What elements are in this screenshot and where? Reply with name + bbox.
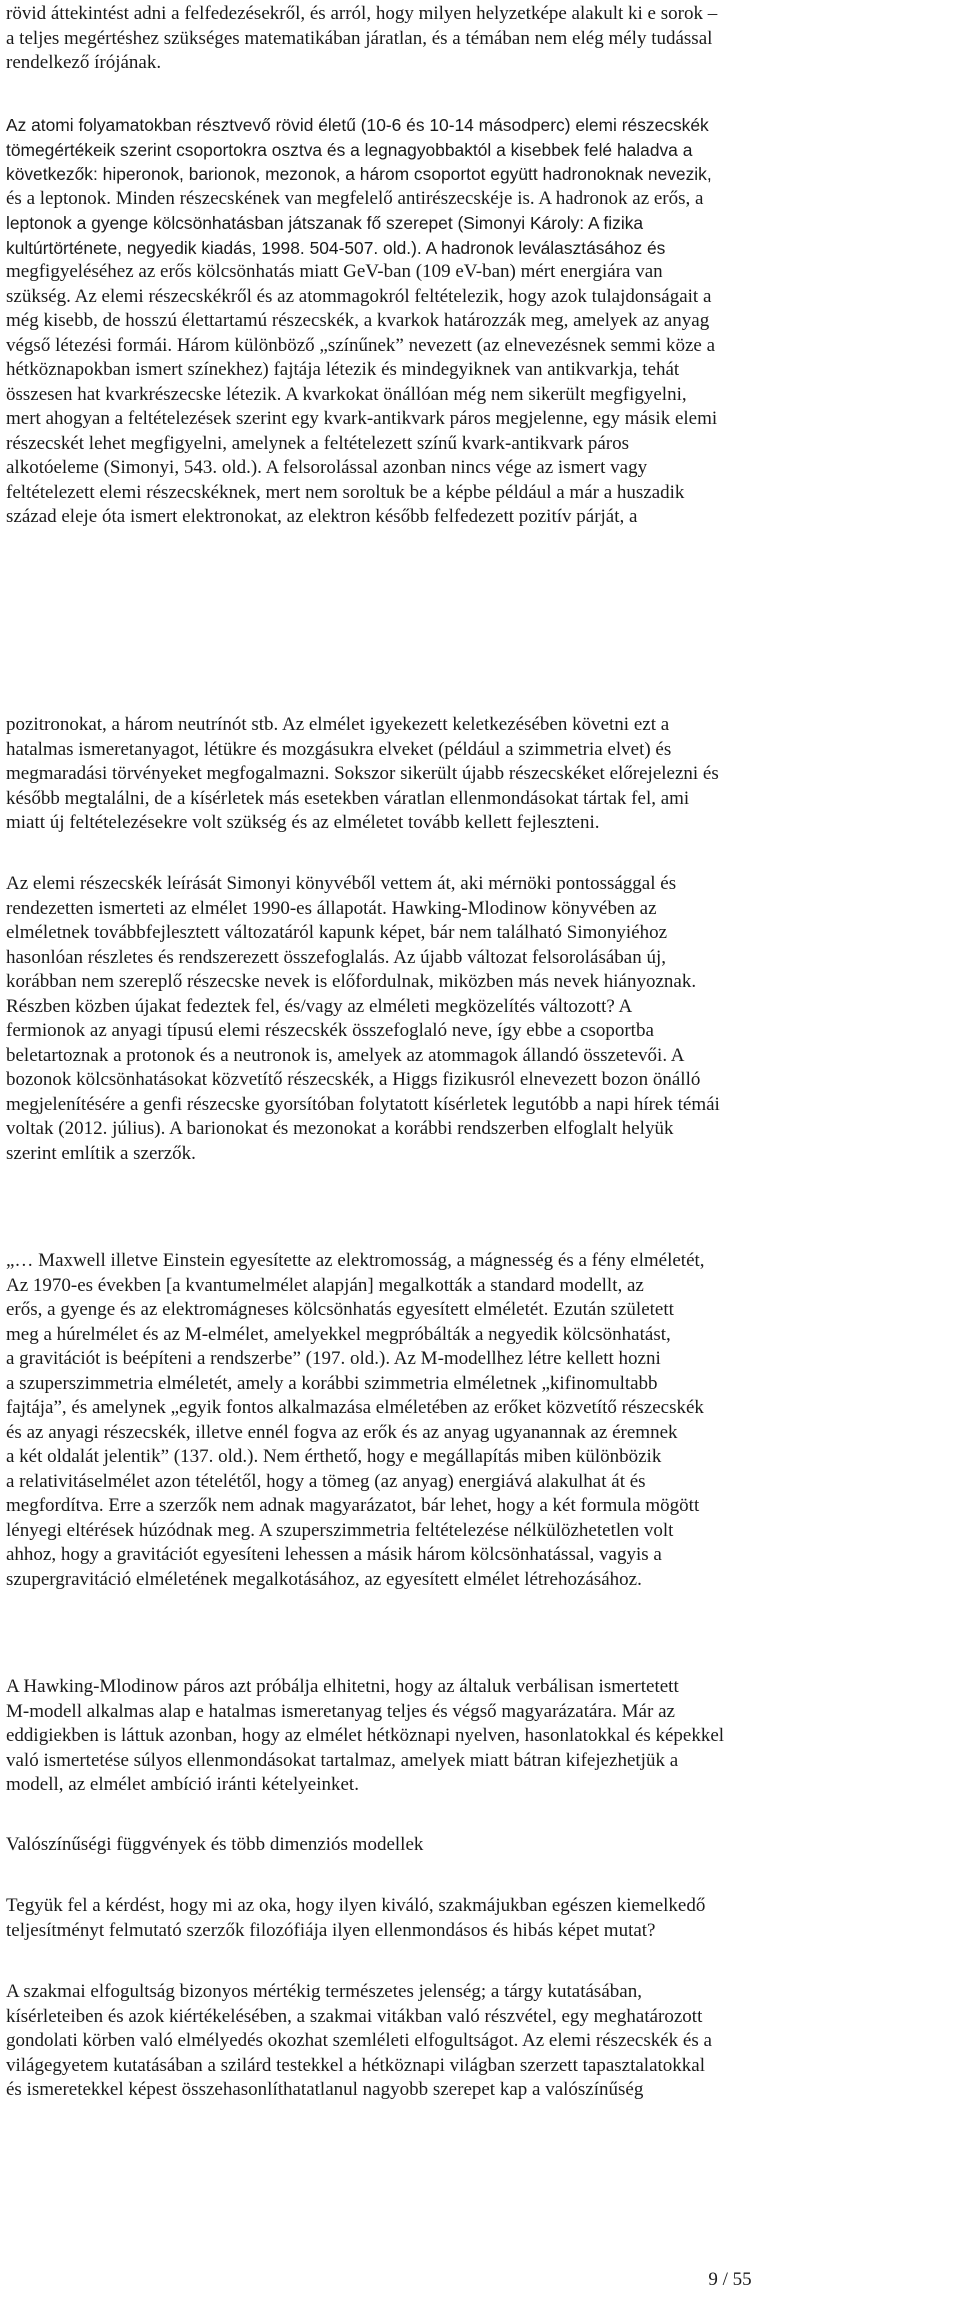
text-line: megmaradási törvényeket megfogalmazni. Sokszor sikerült újabb részecskéket előrejelezni és [6,763,719,784]
text-line: A Hawking-Mlodinow páros azt próbálja elhitetni, hogy az általuk verbálisan ismertetett [6,1676,679,1697]
paragraph-simonyi [6,872,954,1166]
text-line: erős, a gyenge és az elektromágneses kölcsönhatás egyesített elméletét. Ezután született [6,1299,674,1320]
paragraph-bias [6,1980,954,2103]
paragraph-quote-maxwell [6,1249,954,1592]
text-line: a gravitációt is beépíteni a rendszerbe” (197. old.). Az M-modellhez létre kellett hozni [6,1348,661,1369]
text-line: hétköznapokban ismert színekhez) fajtája létezik és mindegyiknek van antikvarkja, tehát [6,359,680,380]
text-line: feltételezett elemi részecskéknek, mert nem soroltuk be a képbe például a már a huszadik [6,481,685,503]
text-line: hatalmas ismeretanyagot, létükre és mozgásukra elveket (például a szimmetria elvet) és [6,738,672,760]
text-line: korábban nem szereplő részecske nevek is előfordulnak, miközben más nevek hiányoznak. [6,971,697,992]
paragraph-intro [6,2,954,76]
text-line: mert ahogyan a feltételezések szerint egy kvark-antikvark páros megjelenne, egy másik elemi [6,408,718,429]
text-line: tömegértékeik szerint csoportokra osztva és a legnagyobbaktól a kisebbek felé haladva a [6,139,693,160]
text-line: fajtája”, és amelynek „egyik fontos alkalmazása elméletében az erőket közvetítő részecskék [6,1397,704,1418]
text-line: még kisebb, de hosszú élettartamú részecskék, a kvarkok határozzák meg, amelyek az anyag [6,310,710,331]
paragraph-hawking [6,1675,954,1798]
text-line: „… Maxwell illetve Einstein egyesítette az elektromosság, a mágnesség és a fény elméletét, [6,1250,705,1271]
text-line: elméletnek továbbfejlesztett változatáról kapunk képet, bár nem található Simonyiéhoz [6,922,668,943]
paragraph-question [6,1894,954,1943]
text-line: Az atomi folyamatokban résztvevő rövid életű (10-6 és 10-14 másodperc) elemi részecskék [6,115,709,135]
text-line: eddigiekben is láttuk azonban, hogy az elmélet hétköznapi nyelven, hasonlatokkal és képekkel [6,1725,725,1746]
text-line: alkotóeleme (Simonyi, 543. old.). A felsorolással azonban nincs vége az ismert vagy [6,457,648,478]
text-line: meg a húrelmélet és az M-elmélet, amelyekkel megpróbálták a negyedik kölcsönhatást, [6,1323,671,1345]
section-heading-text: Valószínűségi függvények és több dimenziós modellek [6,1834,424,1855]
text-line: ahhoz, hogy a gravitációt egyesíteni lehessen a másik három kölcsönhatással, vagyis a [6,1544,662,1565]
text-line: megfigyeléséhez az erős kölcsönhatás miatt GeV-ban (109 eV-ban) mért energiára van [6,261,663,282]
section-heading [6,1833,954,1858]
paragraph-theory [6,713,954,836]
text-line: bozonok kölcsönhatásokat közvetítő részecskék, a Higgs fizikusról elnevezett bozon önálló [6,1069,701,1090]
text-line: később megtalálni, de a kísérletek más esetekben váratlan ellenmondásokat tártak fel, ami [6,787,690,809]
text-line: hasonlóan részletes és rendszerezett összefoglalás. Az újabb változat felsorolásában új, [6,946,666,968]
text-line: kísérleteiben és azok kiértékelésében, a szakmai vitákban való részvétel, egy meghatározott [6,2005,703,2027]
text-line: Tegyük fel a kérdést, hogy mi az oka, hogy ilyen kiváló, szakmájukban egészen kiemelkedő [6,1895,706,1916]
text-line: rendezetten ismerteti az elmélet 1990-es állapotát. Hawking-Mlodinow könyvében az [6,897,657,919]
text-line: rövid áttekintést adni a felfedezésekről, és arról, hogy milyen helyzetképe alakult ki e sorok – [6,3,718,24]
paragraph-particles [6,113,954,530]
text-line: a szuperszimmetria elméletét, amely a korábbi szimmetria elméletnek „kifinomultabb [6,1372,658,1394]
text-line: modell, az elmélet ambíció iránti kételyeinket. [6,1774,359,1795]
text-line: beletartoznak a protonok és a neutronok is, amelyek az atommagok állandó összetevői. A [6,1044,685,1066]
text-line: fermionok az anyagi típusú elemi részecskék összefoglaló neve, így ebbe a csoportba [6,1020,654,1041]
text-line: pozitronokat, a három neutrínót stb. Az elmélet igyekezett keletkezésében követni ezt a [6,714,670,735]
text-line: végső létezési formái. Három különböző „színűnek” nevezett (az elnevezésnek semmi köze a [6,334,716,356]
text-line: miatt új feltételezésekre volt szükség és az elméletet tovább kellett fejleszteni. [6,812,600,833]
text-line: Az 1970-es években [a kvantumelmélet alapján] megalkották a standard modellt, az [6,1274,644,1296]
text-line: szerint említik a szerzők. [6,1142,196,1164]
text-line: Az elemi részecskék leírását Simonyi könyvéből vettem át, aki mérnöki pontossággal és [6,873,677,894]
page-number: 9 / 55 [708,2269,752,2290]
text-line: és az anyagi részecskék, illetve ennél fogva az erők és az anyag ugyanannak az éremnek [6,1421,678,1443]
text-line: és ismeretekkel képest összehasonlíthatatlanul nagyobb szerepet kap a valószínűség [6,2079,644,2100]
text-line: gondolati körben való elmélyedés okozhat szemléleti elfogultságot. Az elemi részecskék és a [6,2030,712,2051]
text-line: megfordítva. Erre a szerzők nem adnak magyarázatot, bár lehet, hogy a két formula mögött [6,1495,700,1516]
text-line: teljesítményt felmutató szerzők filozófiája ilyen ellenmondásos és hibás képet mutat? [6,1919,656,1941]
text-line: szupergravitáció elméletének megalkotásához, az egyesített elmélet létrehozásához. [6,1568,642,1590]
text-line: a teljes megértéshez szükséges matematikában járatlan, és a témában nem elég mély tudással [6,27,713,49]
text-line: a relativitáselmélet azon tételétől, hogy a tömeg (az anyag) energiává alakulhat át és [6,1470,646,1492]
text-line: való ismertetése súlyos ellenmondásokat tartalmaz, amelyek miatt bátran kifejezhetjük a [6,1749,679,1771]
text-line: szükség. Az elemi részecskékről és az atommagokról feltételezik, hogy azok tulajdonságait a [6,285,712,307]
text-line: következők: hiperonok, barionok, mezonok, a három csoportot együtt hadronoknak nevezik, [6,164,712,184]
text-line: A szakmai elfogultság bizonyos mértékig természetes jelenség; a tárgy kutatásában, [6,1981,642,2002]
text-line: és a leptonok. Minden részecskének van megfelelő antirészecskéje is. A hadronok az erős, a [6,187,704,209]
text-line: részecskét lehet megfigyelni, amelynek a feltételezett színű kvark-antikvark páros [6,432,630,454]
text-line: összesen hat kvarkrészecske létezik. A kvarkokat önállóan még nem sikerült megfigyelni, [6,383,687,405]
text-line: kultúrtörténete, negyedik kiadás, 1998. 504-507. old.). A hadronok leválasztásához és [6,237,666,258]
text-line: M-modell alkalmas alap e hatalmas ismeretanyag teljes és végső magyarázatára. Már az [6,1700,675,1722]
text-line: a két oldalát jelentik” (137. old.). Nem érthető, hogy e megállapítás miben különbözik [6,1446,662,1467]
text-line: voltak (2012. július). A barionokat és mezonokat a korábbi rendszerben elfoglalt helyük [6,1118,674,1139]
text-line: lényegi eltérések húzódnak meg. A szuperszimmetria feltételezése nélkülözhetetlen volt [6,1519,674,1541]
text-line: világegyetem kutatásában a szilárd testekkel a hétköznapi világban szerzett tapasztalatokkal [6,2054,706,2076]
text-line: Részben közben újakat fedeztek fel, és/vagy az elméleti megközelítés változott? A [6,995,633,1017]
text-line: század eleje óta ismert elektronokat, az elektron később felfedezett pozitív párját, a [6,506,638,527]
text-line: leptonok a gyenge kölcsönhatásban játszanak fő szerepet (Simonyi Károly: A fizika [6,213,644,233]
text-line: rendelkező írójának. [6,52,162,73]
text-line: megjelenítésére a genfi részecske gyorsítóban folytatott kísérletek legutóbb a napi hírek témái [6,1093,720,1115]
